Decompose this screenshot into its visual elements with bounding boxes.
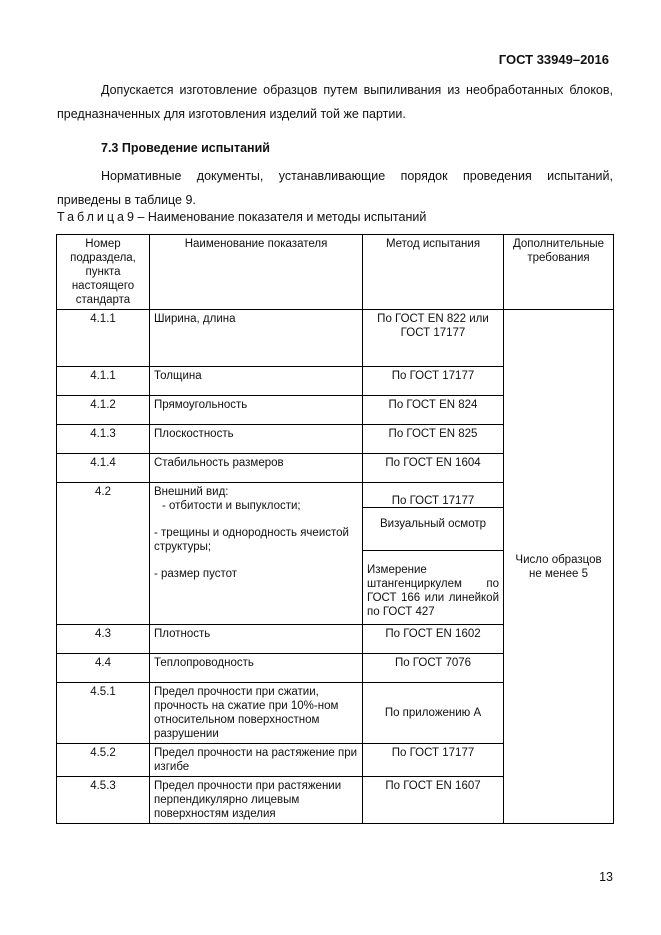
row-indicator: Стабильность размеров xyxy=(150,454,363,483)
paragraph-sample-cutting: Допускается изготовление образцов путем выпиливания из необработанных блоков, предназначенных для изготовления изделий той же партии. xyxy=(57,83,613,121)
row-method: По приложению А xyxy=(363,683,504,744)
row-method: По ГОСТ 17177 xyxy=(363,744,504,777)
header-additional-requirements: Дополнительные требования xyxy=(504,235,614,310)
table-caption-word: Таблица xyxy=(57,210,128,224)
row-indicator: Толщина xyxy=(150,367,363,396)
row-method: По ГОСТ EN 1604 xyxy=(363,454,504,483)
table-header-row xyxy=(57,235,614,310)
row-method: По ГОСТ EN 825 xyxy=(363,425,504,454)
row-indicator: Предел прочности при сжатии, прочность на сжатие при 10%-ном относительном поверхностном разрушении xyxy=(150,683,363,744)
row-number: 4.5.1 xyxy=(57,683,150,744)
page-number: 13 xyxy=(599,870,613,884)
row-number: 4.1.4 xyxy=(57,454,150,483)
row-method: По ГОСТ EN 1607 xyxy=(363,777,504,824)
row-indicator-appearance xyxy=(150,483,363,625)
row-indicator: Плотность xyxy=(150,625,363,654)
row-indicator: Теплопроводность xyxy=(150,654,363,683)
method-sub-1: По ГОСТ 17177 xyxy=(363,483,503,508)
row-number: 4.5.3 xyxy=(57,777,150,824)
row-method-appearance xyxy=(363,483,504,625)
row-number: 4.1.1 xyxy=(57,367,150,396)
row-number: 4.1.2 xyxy=(57,396,150,425)
header-test-method: Метод испытания xyxy=(363,235,504,310)
row-number: 4.4 xyxy=(57,654,150,683)
test-methods-table xyxy=(56,234,614,824)
row-number: 4.5.2 xyxy=(57,744,150,777)
row-method: По ГОСТ EN 822 или ГОСТ 17177 xyxy=(363,310,504,367)
row-method: По ГОСТ 7076 xyxy=(363,654,504,683)
row-indicator: Плоскостность xyxy=(150,425,363,454)
row-method: По ГОСТ EN 824 xyxy=(363,396,504,425)
method-sub-2: Визуальный осмотр xyxy=(363,508,503,551)
row-indicator: Ширина, длина xyxy=(150,310,363,367)
row-indicator: Прямоугольность xyxy=(150,396,363,425)
row-number: 4.2 xyxy=(57,483,150,625)
row-method: По ГОСТ EN 1602 xyxy=(363,625,504,654)
appearance-title: Внешний вид: xyxy=(154,486,229,498)
table-caption-text: 9 – Наименование показателя и методы испытаний xyxy=(127,210,427,224)
appearance-sub-1: - отбитости и выпуклости; xyxy=(162,500,301,512)
row-indicator: Предел прочности на растяжение при изгибе xyxy=(150,744,363,777)
row-number: 4.3 xyxy=(57,625,150,654)
appearance-sub-3: - размер пустот xyxy=(154,568,237,580)
method-sub-3: Измерение штангенциркулем по ГОСТ 166 или линейкой по ГОСТ 427 xyxy=(367,564,499,618)
document-standard-id: ГОСТ 33949–2016 xyxy=(498,52,609,67)
header-indicator-name: Наименование показателя xyxy=(150,235,363,310)
table-row xyxy=(57,310,614,367)
header-number: Номер подраздела, пункта настоящего стандарта xyxy=(57,235,150,310)
row-number: 4.1.3 xyxy=(57,425,150,454)
row-number: 4.1.1 xyxy=(57,310,150,367)
section-title: 7.3 Проведение испытаний xyxy=(101,141,270,155)
appearance-sub-2: - трещины и однородность ячеистой структуры; xyxy=(154,527,349,553)
row-indicator: Предел прочности при растяжении перпендикулярно лицевым поверхностям изделия xyxy=(150,777,363,824)
table-caption xyxy=(57,210,426,224)
paragraph-normative-documents: Нормативные документы, устанавливающие порядок проведения испытаний, приведены в таблице 9. xyxy=(57,169,613,207)
additional-requirement: Число образцов не менее 5 xyxy=(504,310,614,824)
row-method: По ГОСТ 17177 xyxy=(363,367,504,396)
